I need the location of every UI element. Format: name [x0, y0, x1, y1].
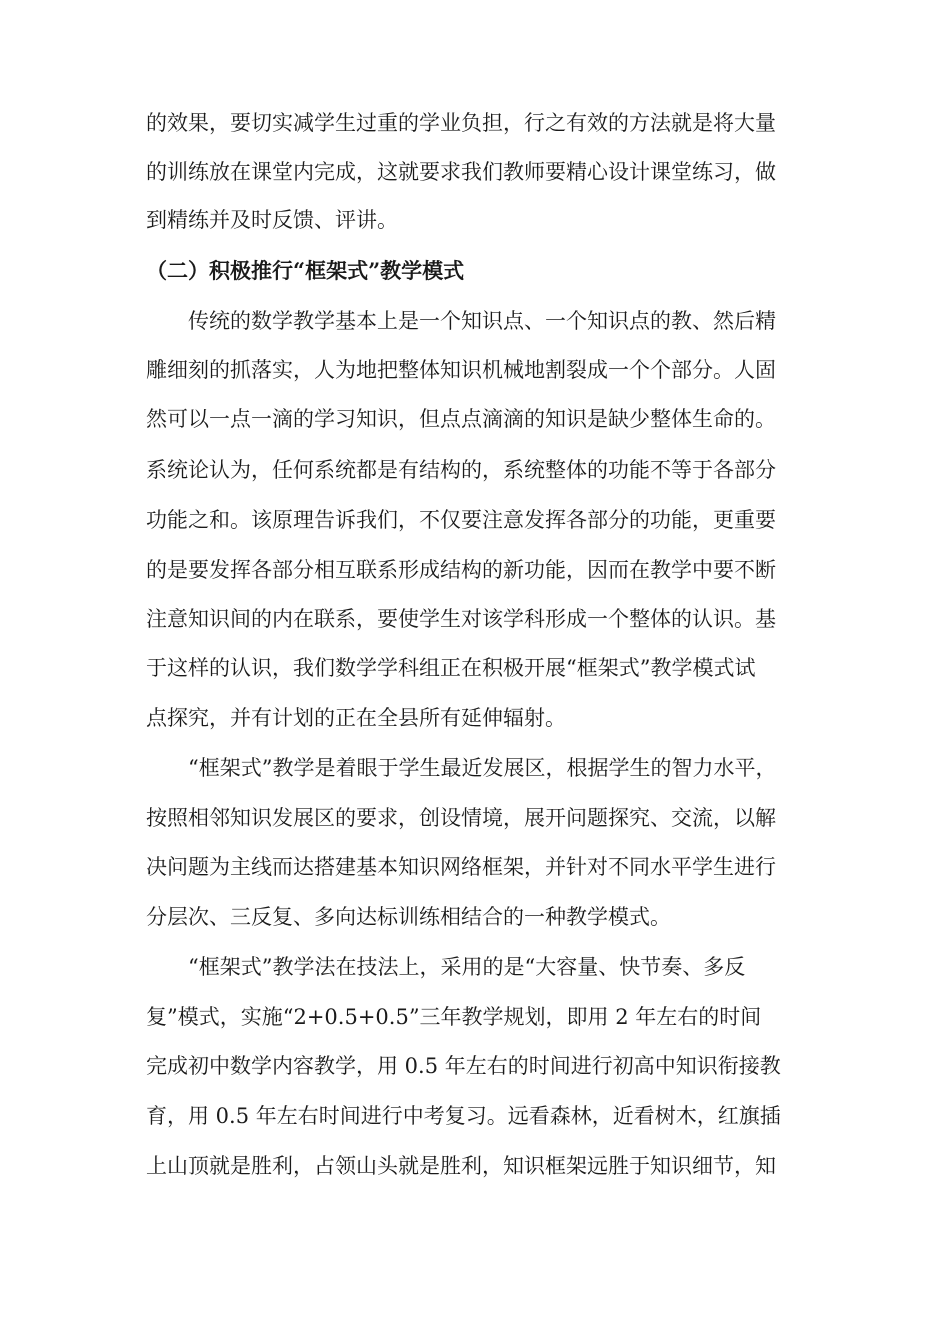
- text-line: 的训练放在课堂内完成，这就要求我们教师要精心设计课堂练习，做: [146, 160, 776, 184]
- text-line: 点探究，并有计划的正在全县所有延伸辐射。: [146, 706, 566, 730]
- text-line: 的效果，要切实减学生过重的学业负担，行之有效的方法就是将大量: [146, 111, 776, 135]
- text-line: 到精练并及时反馈、评讲。: [146, 208, 398, 232]
- text-line: 复”模式，实施“2+0.5+0.5”三年教学规划，即用 2 年左右的时间: [146, 1005, 762, 1029]
- text-line: 决问题为主线而达搭建基本知识网络框架，并针对不同水平学生进行: [146, 855, 776, 879]
- text-line: 然可以一点一滴的学习知识，但点点滴滴的知识是缺少整体生命的。: [146, 407, 776, 431]
- text-line: 雕细刻的抓落实，人为地把整体知识机械地割裂成一个个部分。人固: [146, 358, 776, 382]
- text-line: 系统论认为，任何系统都是有结构的，系统整体的功能不等于各部分: [146, 458, 776, 482]
- text-line: 完成初中数学内容教学，用 0.5 年左右的时间进行初高中知识衔接教: [146, 1054, 781, 1078]
- text-line: 育，用 0.5 年左右时间进行中考复习。远看森林，近看树木，红旗插: [146, 1104, 781, 1128]
- text-line: 注意知识间的内在联系，要使学生对该学科形成一个整体的认识。基: [146, 607, 776, 631]
- text-line: 上山顶就是胜利，占领山头就是胜利，知识框架远胜于知识细节，知: [146, 1154, 776, 1178]
- text-line: 的是要发挥各部分相互联系形成结构的新功能，因而在教学中要不断: [146, 558, 776, 582]
- text-line: 于这样的认识，我们数学学科组正在积极开展“框架式”教学模式试: [146, 656, 756, 680]
- text-line: 按照相邻知识发展区的要求，创设情境，展开问题探究、交流，以解: [146, 806, 776, 830]
- text-line: 功能之和。该原理告诉我们，不仅要注意发挥各部分的功能，更重要: [146, 508, 776, 532]
- text-line: “框架式”教学是着眼于学生最近发展区，根据学生的智力水平，: [188, 756, 777, 780]
- text-line: 传统的数学教学基本上是一个知识点、一个知识点的教、然后精: [188, 309, 776, 333]
- text-line: 分层次、三反复、多向达标训练相结合的一种教学模式。: [146, 905, 671, 929]
- section-heading: （二）积极推行“框架式”教学模式: [146, 258, 465, 283]
- text-line: “框架式”教学法在技法上，采用的是“大容量、快节奏、多反: [188, 955, 746, 979]
